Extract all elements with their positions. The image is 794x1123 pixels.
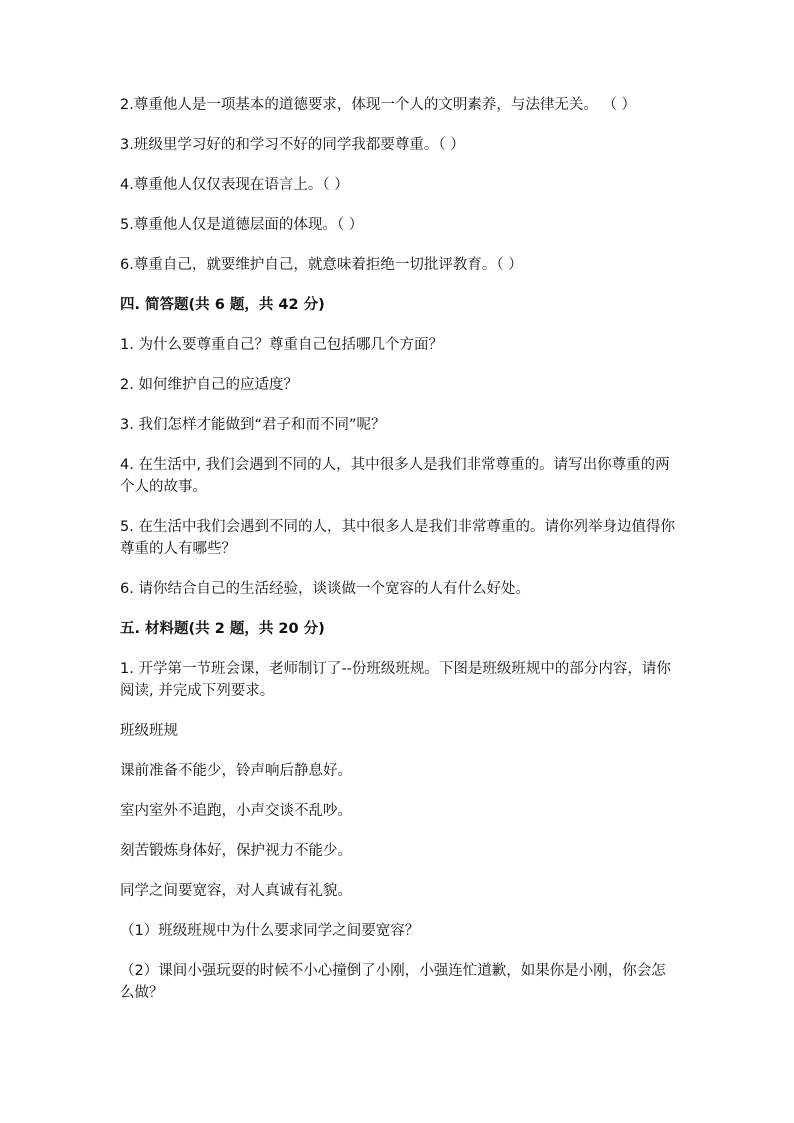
answer-blank: （ ） (496, 257, 523, 273)
item-text: 尊重自己，就要维护自己，就意味着拒绝一切批评教育。 (133, 257, 497, 273)
item-text: 尊重他人仅是道德层面的体现。 (133, 217, 337, 233)
short-answer-item-1: 1. 为什么要尊重自己？尊重自己包括哪几个方面？ (120, 337, 443, 353)
item-text: 班级里学习好的和学习不好的同学我都要尊重。 (133, 137, 439, 153)
section-heading-short-answer: 四. 简答题(共 6 题，共 42 分) (120, 297, 325, 313)
material-question-1: （1）班级班规中为什么要求同学之间要宽容？ (120, 923, 420, 939)
item-text: 尊重他人仅仅表现在语言上。 (133, 177, 323, 193)
judge-item-6 (120, 254, 680, 276)
answer-blank: （ ） (438, 137, 465, 153)
short-answer-item-5: 5. 在生活中我们会遇到不同的人，其中很多人是我们非常尊重的。请你列举身边值得你尊重的人有哪些？ (120, 519, 675, 557)
item-number: 2. (120, 97, 134, 113)
section-heading-material: 五. 材料题(共 2 题，共 20 分) (120, 621, 325, 637)
rule-item: 同学之间要宽容，对人真诚有礼貌。 (120, 883, 352, 899)
short-answer-item-2: 2. 如何维护自己的应适度？ (120, 377, 298, 393)
short-answer-item-4: 4. 在生活中, 我们会遇到不同的人，其中很多人是我们非常尊重的。请写出你尊重的两个人的故事。 (120, 457, 670, 495)
rules-title: 班级班规 (120, 723, 178, 739)
document-page (120, 94, 680, 1004)
rule-item: 课前准备不能少，铃声响后静息好。 (120, 763, 352, 779)
judge-item-3 (120, 134, 680, 156)
answer-blank: （ ） (322, 177, 349, 193)
answer-blank: （ ） (336, 217, 364, 233)
item-number: 6. (120, 257, 134, 273)
judge-item-5 (120, 214, 680, 236)
item-number: 3. (120, 137, 134, 153)
item-number: 4. (120, 177, 134, 193)
item-number: 5. (120, 217, 134, 233)
rule-item: 刻苦锻炼身体好，保护视力不能少。 (120, 843, 352, 859)
material-intro: 1. 开学第一节班会课，老师制订了--份班级班规。下图是班级班规中的部分内容，请你阅读, 并完成下列要求。 (120, 661, 671, 699)
rule-item: 室内室外不追跑，小声交谈不乱吵。 (120, 803, 352, 819)
short-answer-item-3: 3. 我们怎样才能做到“君子和而不同”呢？ (120, 417, 386, 433)
item-text: 尊重他人是一项基本的道德要求，体现一个人的文明素养，与法律无关。 (133, 97, 598, 113)
short-answer-item-6: 6. 请你结合自己的生活经验，谈谈做一个宽容的人有什么好处。 (120, 581, 530, 597)
answer-blank: （ ） (602, 97, 637, 113)
material-question-2: （2）课间小强玩耍的时候不小心撞倒了小刚，小强连忙道歉，如果你是小刚，你会怎么做？ (120, 963, 666, 1001)
judge-item-4 (120, 174, 680, 196)
judge-item-2 (120, 94, 680, 116)
